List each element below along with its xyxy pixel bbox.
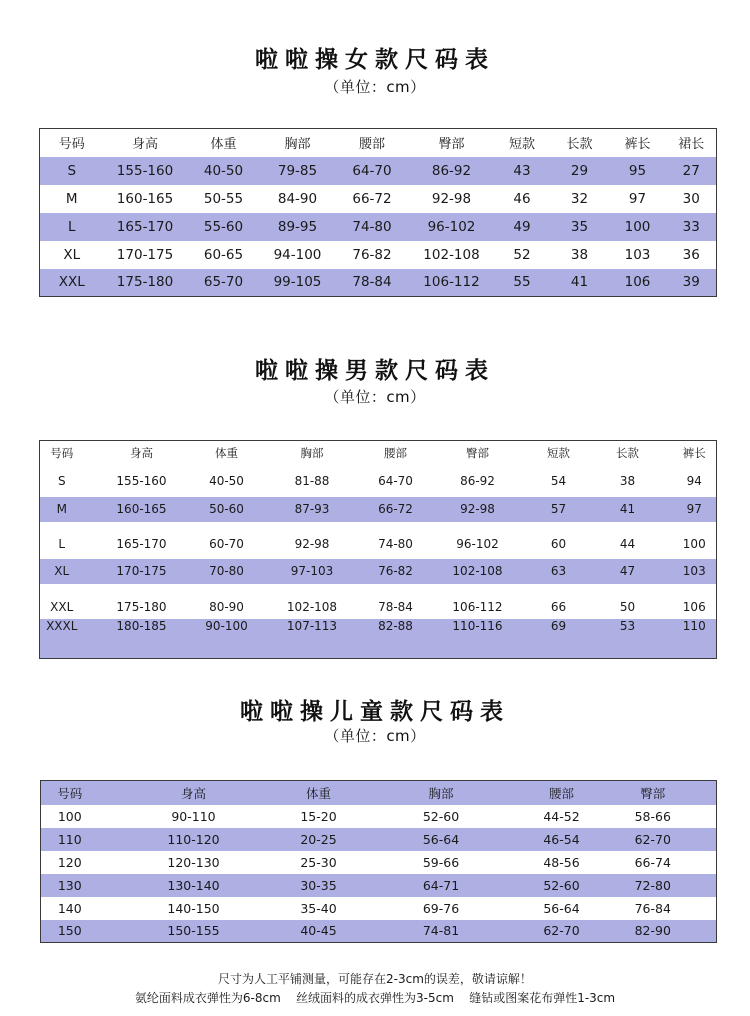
table-cell: 130-140 [99,874,289,897]
header-cell: 裤长 [624,137,651,153]
table-cell: 29 [551,157,609,185]
table-cell: 106 [609,269,667,297]
table-cell: 25-30 [300,854,337,870]
table-cell: 180-185 [84,619,200,639]
table-cell: 76-82 [352,246,392,263]
table-cell: 46-54 [534,828,590,851]
table-cell: 66-74 [634,854,671,870]
table-cell: 38 [570,246,589,263]
header-cell: 臀部 [466,445,489,460]
header-cell: 号码 [41,781,99,805]
table-cell: XXXL [40,619,84,639]
header-cell: 胸部 [349,781,534,805]
table-cell: 90-100 [200,619,254,639]
table-cell: 82-90 [590,920,717,943]
table-cell: 74-80 [335,213,410,241]
table-row [40,157,717,185]
header-cell: 短款 [508,137,535,153]
table-cell: 74-81 [349,920,534,943]
table-cell: 44-52 [543,808,580,824]
table-cell: 64-70 [335,157,410,185]
table-cell: L [58,537,66,551]
table-cell: 47 [583,559,673,584]
header-cell: 裙长 [678,137,705,153]
table-cell: 66-72 [371,497,421,522]
table-cell: 39 [667,269,717,297]
table-cell: 106-112 [410,269,494,297]
table-cell: 50-60 [200,497,254,522]
table-cell: 78-84 [378,600,413,614]
table-cell: 32 [570,190,589,207]
header-cell: 臀部 [438,137,465,153]
table-cell: 155-160 [104,157,187,185]
table-row [41,920,717,943]
table-cell: 160-165 [84,497,200,522]
fabric-elasticity-note: 氨纶面料成衣弹性为6-8cm 丝绒面料的成衣弹性为3-5cm 缝钻或图案花布弹性1-3cm [134,991,616,1005]
table-cell: 63 [535,559,583,584]
table-cell: 43 [494,157,551,185]
table-cell: 70-80 [200,559,254,584]
table-cell: 56-64 [349,828,534,851]
table-header-row [41,781,717,805]
table-row [41,874,717,897]
header-cell: 裤长 [682,445,706,460]
table-cell: 69-76 [422,900,460,916]
table-cell: 150 [41,920,99,943]
table-cell: 72-80 [590,874,717,897]
table-cell: 41 [583,497,673,522]
table-cell: 103 [673,559,717,584]
men-size-table [39,440,717,659]
table-row [40,185,717,213]
table-cell: 27 [667,157,717,185]
table-cell: 165-170 [116,537,167,551]
men-size-chart-title: 啦啦操男款尺码表 [255,358,495,384]
table-cell: 15-20 [300,808,337,824]
table-cell: XL [40,559,84,584]
table-row [41,897,717,920]
table-cell: 120-130 [167,854,220,870]
table-cell: 60 [550,537,567,551]
table-cell: 54 [550,473,567,488]
table-cell: 76-84 [634,900,671,916]
table-cell: 106 [682,600,706,614]
table-cell: S [57,473,66,488]
table-cell: 82-88 [371,619,421,639]
women-size-table [39,128,717,297]
women-size-chart-title: 啦啦操女款尺码表 [255,47,495,73]
table-cell: 50-55 [203,190,244,207]
table-cell: 52-60 [422,808,460,824]
header-cell: 胸部 [284,137,311,153]
header-cell: 腰部 [384,445,407,460]
table-header-row [40,441,717,465]
table-cell: 58-66 [634,808,671,824]
table-cell: 92-98 [294,537,330,551]
table-cell: 95 [609,157,667,185]
table-cell: 120 [57,854,82,870]
table-cell: 57 [535,497,583,522]
table-cell: 94 [686,473,702,488]
table-cell: 84-90 [277,190,318,207]
table-row [40,497,717,522]
table-cell: 90-110 [171,808,216,824]
table-cell: 100 [609,213,667,241]
table-cell: 96-102 [456,537,499,551]
table-cell: S [40,157,104,185]
table-row [41,828,717,851]
table-cell: 106-112 [452,600,503,614]
table-cell: 150-155 [99,920,289,943]
table-row [40,269,717,297]
table-cell: 44 [619,537,636,551]
table-row [40,584,717,619]
table-cell: 102-108 [423,246,480,263]
table-cell: 66 [550,600,567,614]
table-cell: 52 [513,246,531,263]
table-cell: 110 [41,828,99,851]
table-cell: 92-98 [431,190,472,207]
table-cell: 49 [494,213,551,241]
table-cell: 41 [551,269,609,297]
header-cell: 体重 [215,445,238,460]
header-cell: 身高 [130,445,153,460]
table-cell: 92-98 [421,497,535,522]
kids-size-table [40,780,717,943]
table-cell: 100 [57,808,82,824]
table-cell: 175-180 [116,600,167,614]
table-cell: 48-56 [543,854,580,870]
table-cell: 110-120 [99,828,289,851]
table-cell: 76-82 [371,559,421,584]
table-cell: 30 [682,190,700,207]
table-cell: 56-64 [543,900,580,916]
table-cell: 40-50 [209,473,244,488]
table-cell: 102-108 [286,600,338,614]
header-cell: 身高 [131,137,158,153]
header-cell: 短款 [547,445,570,460]
table-cell: 97 [673,497,717,522]
table-cell: 96-102 [410,213,494,241]
table-cell: 60-65 [203,246,244,263]
table-cell: L [40,213,104,241]
table-cell: 36 [682,246,700,263]
table-footer-band [40,639,717,659]
measurement-note: 尺寸为人工平铺测量，可能存在2-3cm的误差，敬请谅解！ [218,972,532,986]
table-cell: 110 [673,619,717,639]
table-cell: 170-175 [84,559,200,584]
table-cell: 55 [494,269,551,297]
table-cell: XXL [50,600,74,614]
table-cell: 20-25 [289,828,349,851]
table-cell: 64-71 [349,874,534,897]
table-row [41,851,717,874]
table-cell: 40-50 [187,157,261,185]
table-cell: 35 [551,213,609,241]
table-cell: 100 [682,537,706,551]
header-cell: 体重 [210,137,237,153]
table-cell: 107-113 [254,619,371,639]
table-cell: 50 [619,600,636,614]
table-cell: 99-105 [261,269,335,297]
table-cell: 140-150 [167,900,220,916]
table-cell: 79-85 [261,157,335,185]
table-cell: 94-100 [273,246,322,263]
table-row [40,619,717,639]
table-cell: 170-175 [116,246,174,263]
header-cell: 身高 [99,781,289,805]
header-cell: 腰部 [358,137,385,153]
table-cell: 59-66 [422,854,460,870]
table-cell: 81-88 [294,473,330,488]
table-cell: 86-92 [460,473,495,488]
table-cell: 80-90 [209,600,244,614]
kids-unit-label: （单位：cm） [324,727,426,745]
table-cell: XL [63,246,81,263]
kids-size-chart-title: 啦啦操儿童款尺码表 [240,699,510,725]
header-cell: 长款 [566,137,593,153]
table-cell: 38 [619,473,636,488]
table-cell: 165-170 [104,213,187,241]
table-cell: 30-35 [289,874,349,897]
table-cell: 97 [628,190,647,207]
table-cell: 87-93 [254,497,371,522]
table-cell: 33 [667,213,717,241]
table-cell: 69 [535,619,583,639]
table-cell: 74-80 [378,537,413,551]
table-cell: 62-70 [534,920,590,943]
table-cell: 52-60 [534,874,590,897]
table-cell: 155-160 [116,473,167,488]
header-cell: 臀部 [590,781,717,805]
men-unit-label: （单位：cm） [324,388,426,406]
table-cell: 130 [41,874,99,897]
table-cell: 103 [624,246,651,263]
table-cell: 46 [513,190,531,207]
table-row [40,522,717,559]
table-cell: 110-116 [421,619,535,639]
header-cell: 胸部 [300,445,324,460]
table-cell: 53 [583,619,673,639]
table-cell: 60-70 [209,537,244,551]
table-header-row [40,129,717,157]
table-cell: 78-84 [335,269,410,297]
women-unit-label: （单位：cm） [324,78,426,96]
header-cell: 长款 [616,445,639,460]
table-cell: M [40,497,84,522]
table-cell: 97-103 [254,559,371,584]
table-row [40,559,717,584]
table-cell: 102-108 [421,559,535,584]
table-cell: 35-40 [300,900,337,916]
header-cell: 号码 [58,137,85,153]
table-cell: 65-70 [187,269,261,297]
table-row [40,465,717,497]
table-cell: 89-95 [261,213,335,241]
table-cell: 64-70 [378,473,413,488]
table-row [40,241,717,269]
table-row [41,805,717,828]
header-cell: 体重 [289,781,349,805]
table-cell: XXL [40,269,104,297]
table-cell: 55-60 [187,213,261,241]
table-cell: 40-45 [289,920,349,943]
table-cell: M [65,190,78,207]
table-cell: 86-92 [410,157,494,185]
table-cell: 160-165 [116,190,174,207]
table-row [40,213,717,241]
table-cell: 140 [57,900,82,916]
table-cell: 175-180 [104,269,187,297]
table-cell: 62-70 [590,828,717,851]
header-cell: 腰部 [534,781,590,805]
table-cell: 66-72 [352,190,392,207]
header-cell: 号码 [50,445,74,460]
